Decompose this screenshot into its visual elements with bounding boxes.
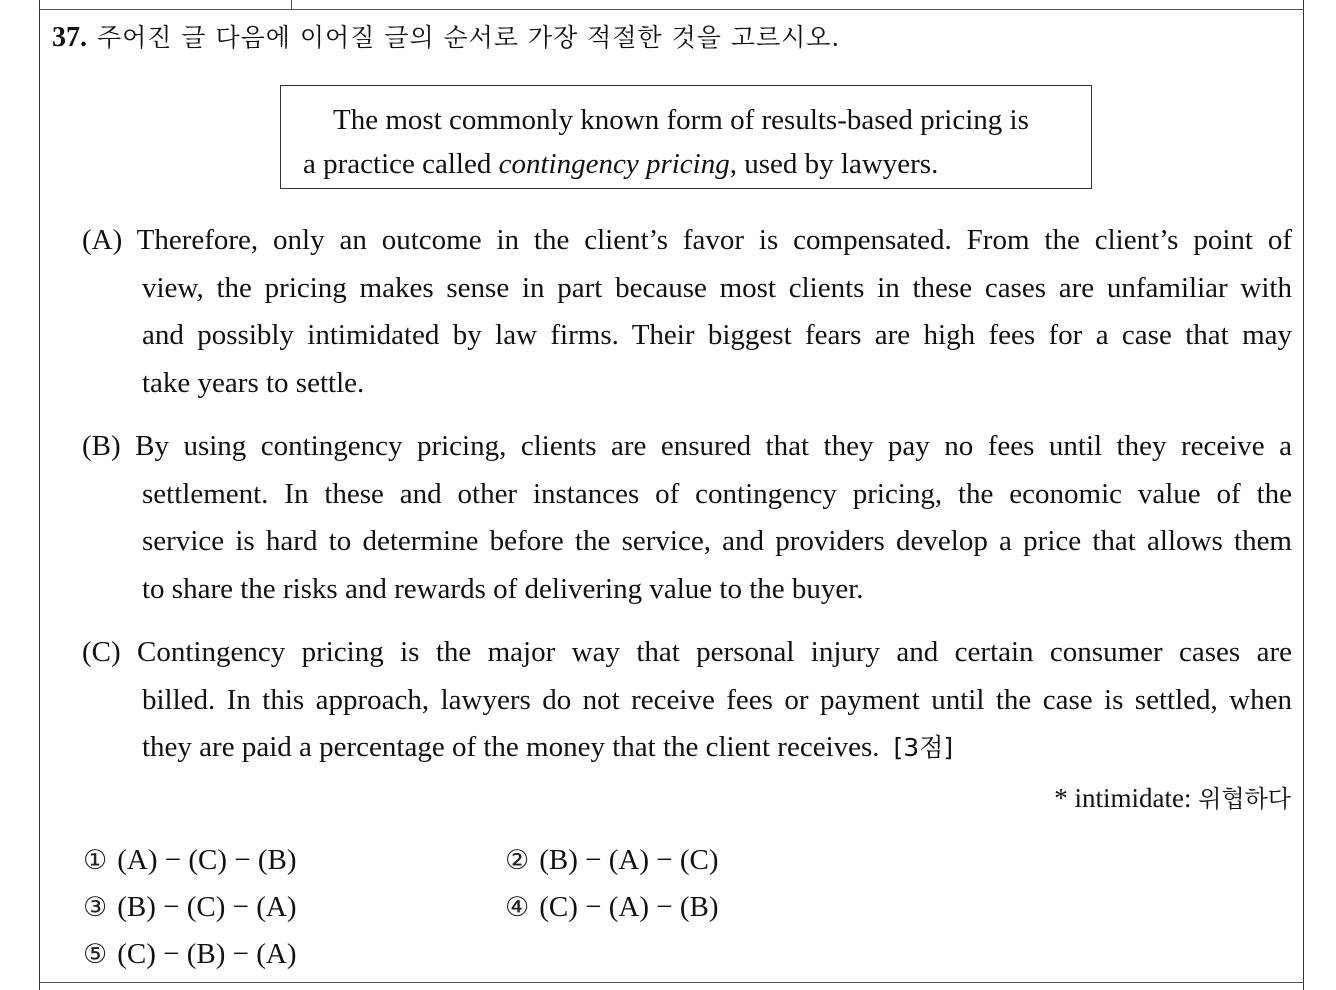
given-passage-line-2 xyxy=(303,142,1071,186)
answer-choice-2[interactable] xyxy=(505,840,719,881)
choice-text-5: (C) − (B) − (A) xyxy=(117,938,297,970)
choice-number-5: ⑤ xyxy=(83,939,108,970)
page-frame-top xyxy=(39,9,1304,10)
paragraph-b-line-3: service is hard to determine before the service, and providers develop a price that allows them xyxy=(142,525,1292,557)
choice-number-3: ③ xyxy=(83,892,108,923)
paragraph-a-line-1: (A) Therefore, only an outcome in the client’s favor is compensated. From the client’s point of xyxy=(82,224,1292,256)
answer-choice-1[interactable] xyxy=(83,840,297,881)
given-italic-term: contingency pricing xyxy=(498,148,730,180)
choice-text-3: (B) − (C) − (A) xyxy=(117,891,297,923)
answer-choice-5[interactable] xyxy=(83,934,297,975)
paragraph-c-line-3 xyxy=(82,724,1292,772)
paragraph-a xyxy=(82,217,1292,407)
given-passage-box xyxy=(280,85,1092,189)
paragraph-a-line-4: take years to settle. xyxy=(142,366,365,399)
points-badge: [3점] xyxy=(893,733,954,762)
paragraph-b-line-2: settlement. In these and other instances of contingency pricing, the economic value of the xyxy=(142,477,1292,510)
paragraph-b xyxy=(82,423,1292,613)
given-passage-line-1: The most commonly known form of results-based pricing is xyxy=(333,104,1029,136)
page-frame-bottom xyxy=(39,982,1304,983)
choice-text-1: (A) − (C) − (B) xyxy=(117,844,297,876)
page-frame-right xyxy=(1303,0,1304,990)
given-line2-before: a practice called xyxy=(303,148,499,180)
paragraph-b-line-4: to share the risks and rewards of delivering value to the buyer. xyxy=(142,572,864,605)
vocabulary-footnote xyxy=(1054,780,1291,817)
given-line2-after: , used by lawyers. xyxy=(729,148,939,180)
question-heading xyxy=(52,20,840,56)
paragraph-b-line-1: (B) By using contingency pricing, clients are ensured that they pay no fees until they receive a xyxy=(82,430,1292,462)
paragraph-c-line-1: (C) Contingency pricing is the major way that personal injury and certain consumer cases are xyxy=(82,636,1292,668)
footnote-meaning: 위협하다 xyxy=(1198,785,1291,813)
page-frame-left xyxy=(39,0,40,990)
paragraph-a-line-3: and possibly intimidated by law firms. Their biggest fears are high fees for a case that may xyxy=(142,319,1292,351)
question-number: 37. xyxy=(52,22,87,53)
question-instruction: 주어진 글 다음에 이어질 글의 순서로 가장 적절한 것을 고르시오. xyxy=(97,23,841,52)
footnote-term: * intimidate: xyxy=(1054,783,1199,813)
choice-number-2: ② xyxy=(505,845,530,876)
choice-text-4: (C) − (A) − (B) xyxy=(539,891,719,923)
paragraph-c xyxy=(82,629,1292,772)
paragraph-a-line-2: view, the pricing makes sense in part because most clients in these cases are unfamiliar with xyxy=(142,271,1292,304)
answer-choice-3[interactable] xyxy=(83,887,297,928)
paragraph-c-line-3-text: they are paid a percentage of the money that the client receives. xyxy=(142,731,880,763)
choice-number-1: ① xyxy=(83,845,108,876)
page-frame-top-divider xyxy=(291,0,292,9)
choice-number-4: ④ xyxy=(505,892,530,923)
answer-choice-4[interactable] xyxy=(505,887,719,928)
paragraph-c-line-2: billed. In this approach, lawyers do not receive fees or payment until the case is settled, when xyxy=(142,683,1292,716)
choice-text-2: (B) − (A) − (C) xyxy=(539,844,719,876)
